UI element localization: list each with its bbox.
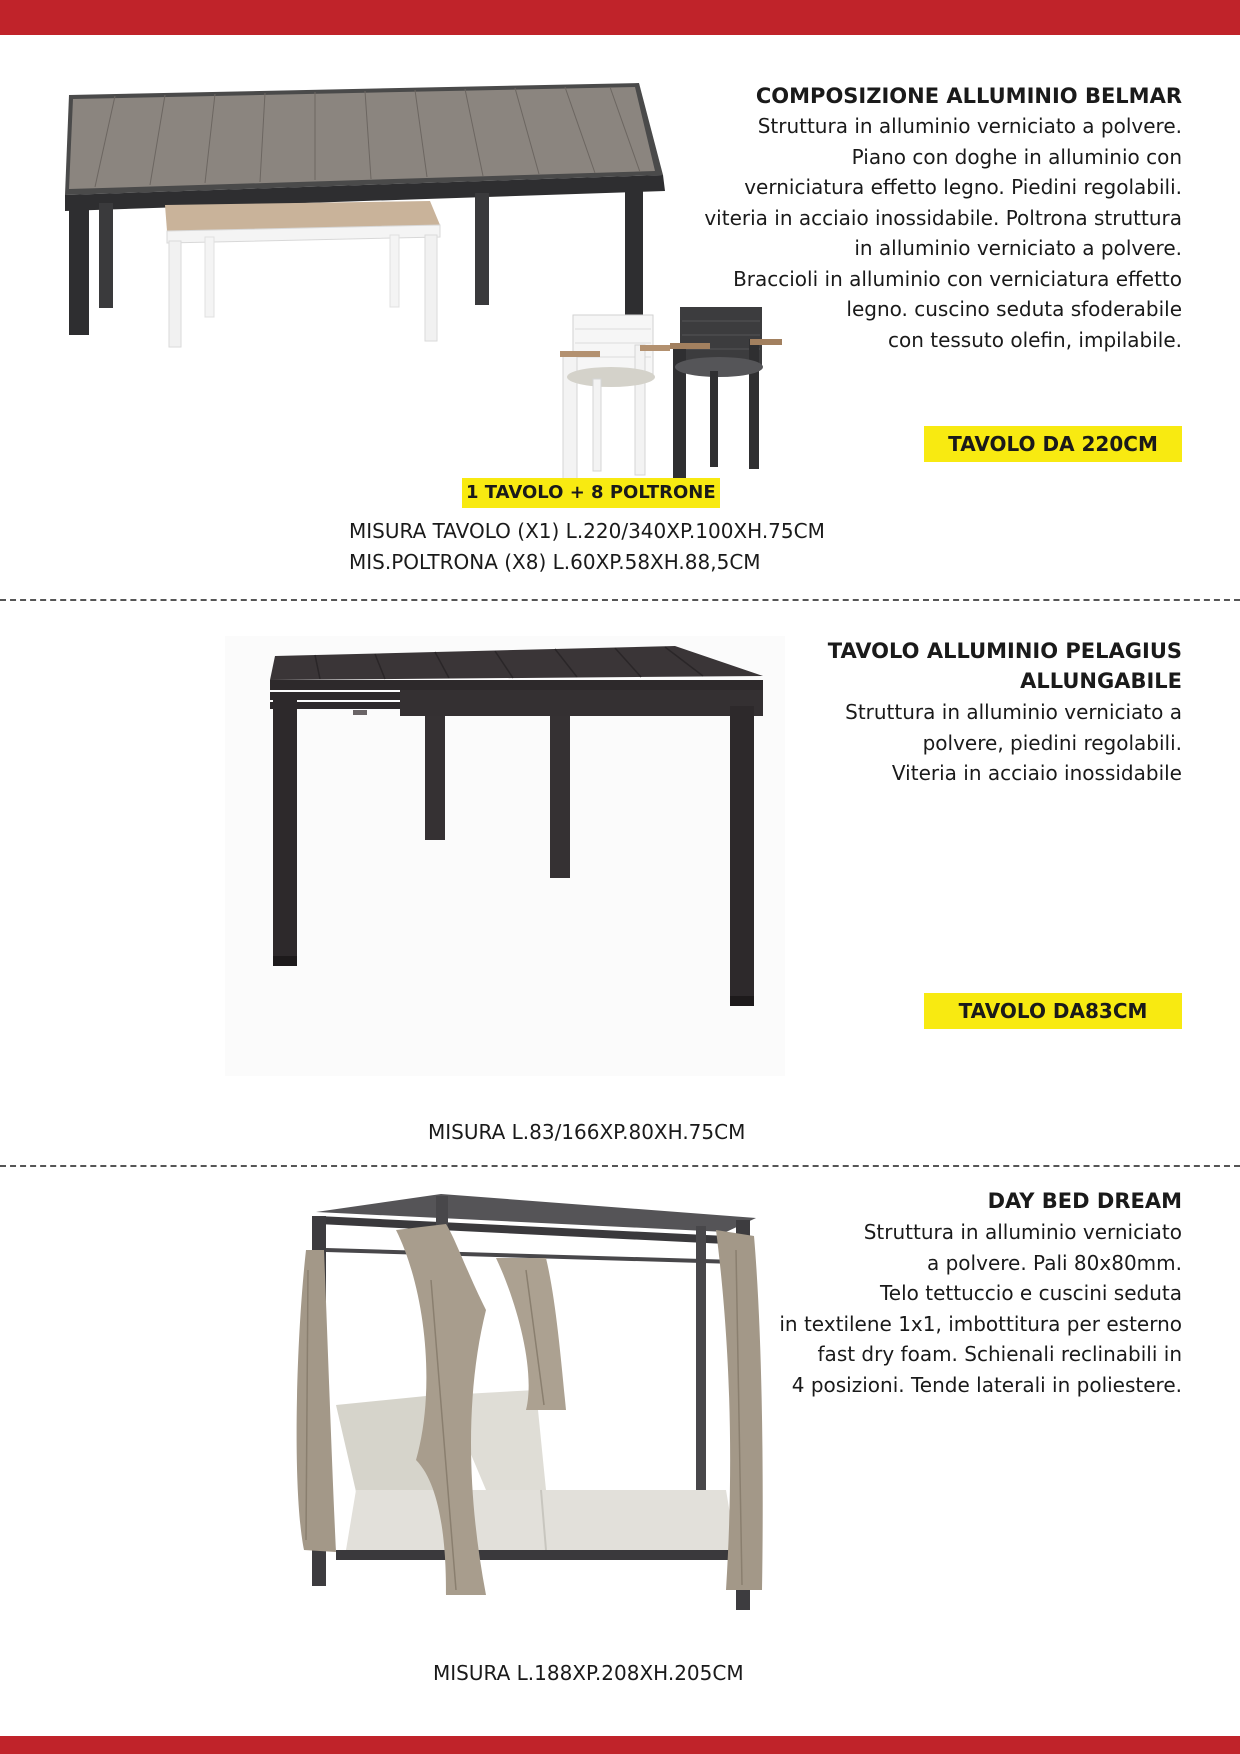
pelagius-table-image	[225, 636, 785, 1076]
belmar-white-chair	[560, 315, 670, 493]
description-line: polvere, piedini regolabili.	[922, 730, 1182, 755]
measure-line: MISURA TAVOLO (X1) L.220/340XP.100XH.75CM	[349, 519, 825, 543]
description-line: con tessuto olefin, impilabile.	[887, 327, 1182, 352]
daybed-dream-image	[296, 1190, 766, 1615]
description-line: a polvere. Pali 80x80mm.	[927, 1250, 1182, 1275]
description-line: Viteria in acciaio inossidabile	[891, 761, 1182, 785]
belmar-white-table	[165, 201, 440, 347]
measure-line: MISURA L.83/166XP.80XH.75CM	[428, 1120, 746, 1144]
description-line: Telo tettuccio e cuscini seduta	[879, 1281, 1182, 1305]
measure-line: MISURA L.188XP.208XH.205CM	[433, 1661, 744, 1685]
belmar-description	[704, 111, 1182, 355]
belmar-set-label: 1 TAVOLO + 8 POLTRONE	[462, 478, 720, 508]
description-line: fast dry foam. Schienali reclinabili in	[817, 1342, 1182, 1366]
description-line: Struttura in alluminio verniciato	[863, 1220, 1182, 1244]
description-line: Struttura in alluminio verniciato a polvere.	[757, 114, 1182, 138]
daybed-measures	[433, 1658, 744, 1689]
description-line: Braccioli in alluminio con verniciatura effetto	[733, 266, 1182, 291]
pelagius-title-line: TAVOLO ALLUMINIO PELAGIUS	[827, 639, 1182, 663]
belmar-title: COMPOSIZIONE ALLUMINIO BELMAR	[755, 84, 1182, 108]
pelagius-price-tag: TAVOLO DA83CM	[924, 993, 1182, 1029]
pelagius-title-line: ALLUNGABILE	[1020, 669, 1182, 693]
pelagius-title	[828, 636, 1182, 696]
description-line: verniciatura effetto legno. Piedini regolabili.	[744, 175, 1182, 199]
description-line: Struttura in alluminio verniciato a	[845, 700, 1182, 724]
section-divider	[0, 1165, 1240, 1167]
pelagius-measures	[428, 1117, 745, 1148]
top-banner	[0, 0, 1240, 35]
description-line: viteria in acciaio inossidabile. Poltrona struttura	[704, 205, 1182, 230]
belmar-measures	[349, 516, 825, 578]
daybed-description	[779, 1217, 1182, 1400]
description-line: Piano con doghe in alluminio con	[851, 144, 1182, 169]
measure-line: MIS.POLTRONA (X8) L.60XP.58XH.88,5CM	[349, 550, 761, 574]
description-line: in textilene 1x1, imbottitura per esterno	[779, 1311, 1182, 1336]
description-line: in alluminio verniciato a polvere.	[854, 236, 1182, 260]
bottom-banner	[0, 1736, 1240, 1754]
belmar-price-tag: TAVOLO DA 220CM	[924, 426, 1182, 462]
description-line: 4 posizioni. Tende laterali in poliestere.	[791, 1372, 1182, 1397]
description-line: legno. cuscino seduta sfoderabile	[846, 297, 1182, 321]
pelagius-description	[845, 697, 1182, 789]
daybed-title: DAY BED DREAM	[987, 1189, 1182, 1213]
section-divider	[0, 599, 1240, 601]
